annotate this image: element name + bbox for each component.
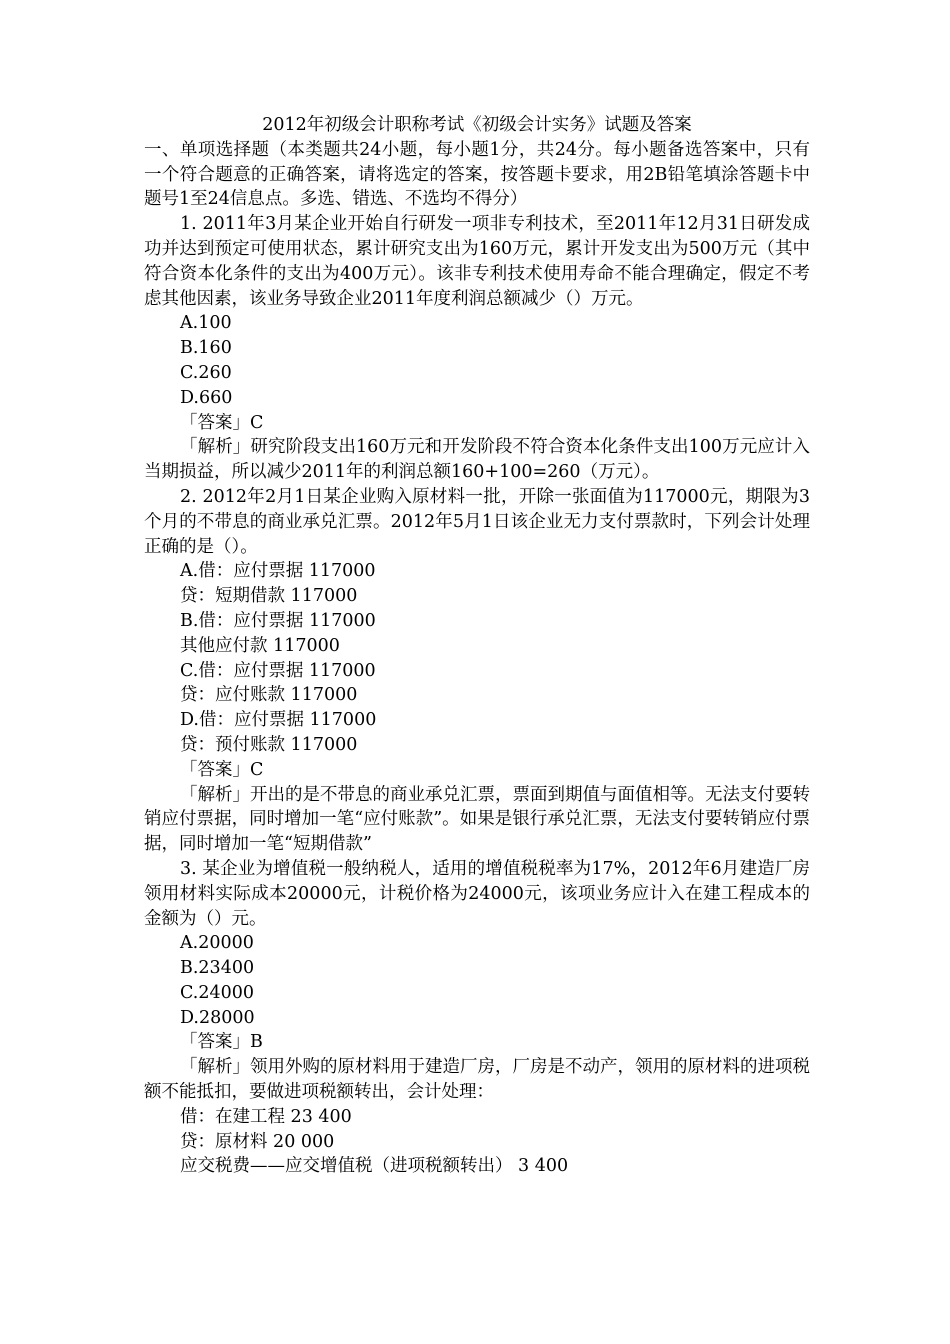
document-title: 2012年初级会计职称考试《初级会计实务》试题及答案 — [262, 115, 692, 135]
question-1-option-b: B.160 — [180, 338, 232, 359]
question-3-entry: 应交税费——应交增值税（进项税额转出） 3 400 — [180, 1156, 569, 1177]
question-1-answer: 「答案」C — [180, 412, 264, 433]
question-3-answer: 「答案」B — [180, 1032, 263, 1053]
question-2-line: D.借：应付票据 117000 — [180, 710, 377, 731]
section-heading: 一、单项选择题（本类题共24小题，每小题1分，共24分。每小题备选答案中，只有一个符合题意的正确答案，请将选定的答案，按答题卡要求，用2B铅笔填涂答题卡中题号1至24信息点。多选、错选、不选均不得分） — [144, 139, 810, 210]
question-2-stem: 2. 2012年2月1日某企业购入原材料一批，开除一张面值为117000元，期限为3个月的不带息的商业承兑汇票。2012年5月1日该企业无力支付票款时，下列会计处理正确的是（）。 — [144, 486, 810, 557]
question-1-analysis: 「解析」研究阶段支出160万元和开发阶段不符合资本化条件支出100万元应计入当期损益，所以减少2011年的利润总额160+100=260（万元）。 — [144, 437, 810, 483]
question-1-stem: 1. 2011年3月某企业开始自行研发一项非专利技术，至2011年12月31日研发成功并达到预定可使用状态，累计研究支出为160万元，累计开发支出为500万元（其中符合资本化条件的支出为400万元）。该非专利技术使用寿命不能合理确定，假定不考虑其他因素，该业务导致企业2011年度利润总额减少（）万元。 — [144, 214, 810, 309]
question-1-option-c: C.260 — [180, 362, 232, 383]
question-3-analysis: 「解析」领用外购的原材料用于建造厂房，厂房是不动产，领用的原材料的进项税额不能抵扣，要做进项税额转出，会计处理： — [144, 1057, 810, 1103]
question-2-line: A.借：应付票据 117000 — [180, 561, 376, 582]
question-2-line: 贷：应付账款 117000 — [180, 685, 358, 706]
question-3-option-b: B.23400 — [180, 958, 255, 979]
question-3-entry: 借：在建工程 23 400 — [180, 1106, 352, 1127]
question-2-line: B.借：应付票据 117000 — [180, 610, 376, 631]
question-3-option-d: D.28000 — [180, 1007, 255, 1028]
question-2-line: C.借：应付票据 117000 — [180, 660, 376, 681]
question-1-option-a: A.100 — [180, 313, 232, 334]
question-2-analysis: 「解析」开出的是不带息的商业承兑汇票，票面到期值与面值相等。无法支付要转销应付票据，同时增加一笔“应付账款”。如果是银行承兑汇票，无法支付要转销应付票据，同时增加一笔“短期借款” — [144, 784, 810, 855]
question-2-line: 贷：预付账款 117000 — [180, 734, 358, 755]
question-3-stem: 3. 某企业为增值税一般纳税人，适用的增值税税率为17%，2012年6月建造厂房领用材料实际成本20000元，计税价格为24000元，该项业务应计入在建工程成本的金额为（）元。 — [144, 858, 810, 929]
question-2-line: 其他应付款 117000 — [180, 635, 340, 656]
question-3-option-c: C.24000 — [180, 982, 254, 1003]
document-body — [144, 113, 810, 1179]
question-3-entry: 贷：原材料 20 000 — [180, 1131, 335, 1152]
question-2-answer: 「答案」C — [180, 759, 264, 780]
question-3-option-a: A.20000 — [180, 933, 254, 954]
question-2-line: 贷：短期借款 117000 — [180, 586, 358, 607]
question-1-option-d: D.660 — [180, 387, 233, 408]
